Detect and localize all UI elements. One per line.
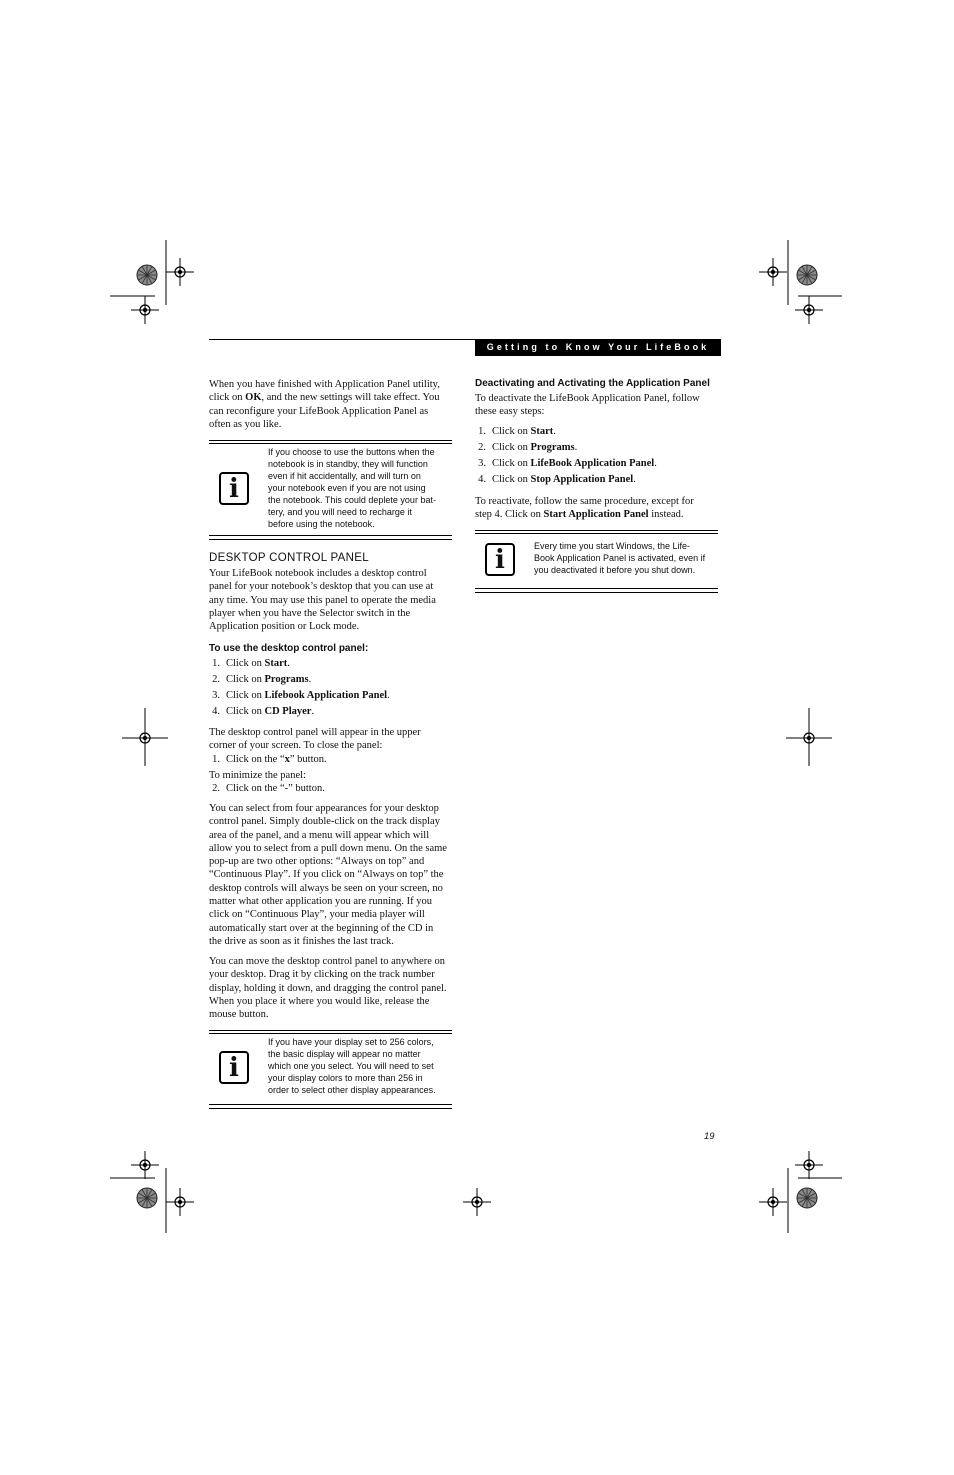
section-title: DESKTOP CONTROL PANEL <box>209 552 369 564</box>
list-item: 4. Click on Stop Application Panel. <box>478 474 636 485</box>
right-intro: To deactivate the LifeBook Application Panel, follow these easy steps: <box>475 393 700 418</box>
color-wheel-icon <box>137 1188 157 1208</box>
use-steps-list <box>203 657 390 721</box>
info-note-windows <box>475 530 718 593</box>
color-wheel-icon <box>797 1188 817 1208</box>
chapter-header-bar <box>475 339 721 356</box>
list-item: 4. Click on CD Player. <box>212 706 315 717</box>
list-item: 3. Click on Lifebook Application Panel. <box>212 690 390 701</box>
list-item: 1. Click on Start. <box>212 658 290 669</box>
color-wheel-icon <box>137 265 157 285</box>
note-text: If you have your display set to 256 colors, the basic display will appear no matter which one you select. You will need to set your display colors to more than 256 in order to select other display appearances. <box>268 1037 436 1095</box>
section-intro: Your LifeBook notebook includes a desktop control panel for your notebook’s desktop that you can use at any time. You may use this panel to operate the media player when you have the Selector switch in the Application position or Lock mode. <box>209 568 436 633</box>
info-icon: i <box>219 1051 249 1084</box>
list-item: 2. Click on Programs. <box>212 674 312 685</box>
appearances-paragraph: You can select from four appearances for your desktop control panel. Simply double-click on the track display area of the panel, and a menu will appear which will allow you to select from a pull down menu. On the same pop-up are two other options: “Always on top” and “Continuous Play”. If you click on “Always on top” the desktop controls will always be seen on your screen, no matter what other application you are running. If you click on “Continuous Play”, your media player will automatically start over at the beginning of the CD in the drive as soon as it finishes the last track. <box>209 803 447 947</box>
deactivate-steps-list <box>469 425 657 489</box>
chapter-title: Getting to Know Your LifeBook <box>486 342 710 352</box>
list-item: 1. Click on Start. <box>478 426 556 437</box>
list-item: 2. Click on Programs. <box>478 442 578 453</box>
intro-paragraph: When you have finished with Application Panel utility, click on OK, and the new settings will take effect. You can reconfigure your LifeBook Application Panel as often as you like. <box>209 379 440 430</box>
right-heading: Deactivating and Activating the Application Panel <box>475 378 710 389</box>
info-icon: i <box>485 543 515 576</box>
page-number: 19 <box>704 1131 715 1142</box>
move-paragraph: You can move the desktop control panel to anywhere on your desktop. Drag it by clicking on the track number display, holding it down, and dragging the control panel. When you place it where you would like, release the mouse button. <box>209 956 447 1021</box>
close-step <box>203 753 327 769</box>
use-heading: To use the desktop control panel: <box>209 643 369 654</box>
minimize-step <box>203 782 325 798</box>
info-note-standby <box>209 440 452 540</box>
list-item: 1. Click on the “x” button. <box>212 754 327 765</box>
reactivate-paragraph: To reactivate, follow the same procedure, except for step 4. Click on Start Application Panel instead. <box>475 496 694 521</box>
appear-paragraph: The desktop control panel will appear in the upper corner of your screen. To close the panel: <box>209 727 421 752</box>
color-wheel-icon <box>797 265 817 285</box>
info-note-colors <box>209 1030 452 1109</box>
list-item: 2. Click on the “-” button. <box>212 783 325 794</box>
info-icon: i <box>219 472 249 505</box>
header-rule <box>209 339 475 340</box>
minimize-paragraph: To minimize the panel: <box>209 770 306 781</box>
note-text: If you choose to use the buttons when the notebook is in standby, they will function even if hit accidentally, and will turn on your notebook even if you are not using the notebook. This could deplete your bat- tery, and you will need to recharge it before using the notebook. <box>268 447 436 529</box>
list-item: 3. Click on LifeBook Application Panel. <box>478 458 657 469</box>
note-text: Every time you start Windows, the Life- Book Application Panel is activated, even if you deactivated it before you shut down. <box>534 541 706 575</box>
